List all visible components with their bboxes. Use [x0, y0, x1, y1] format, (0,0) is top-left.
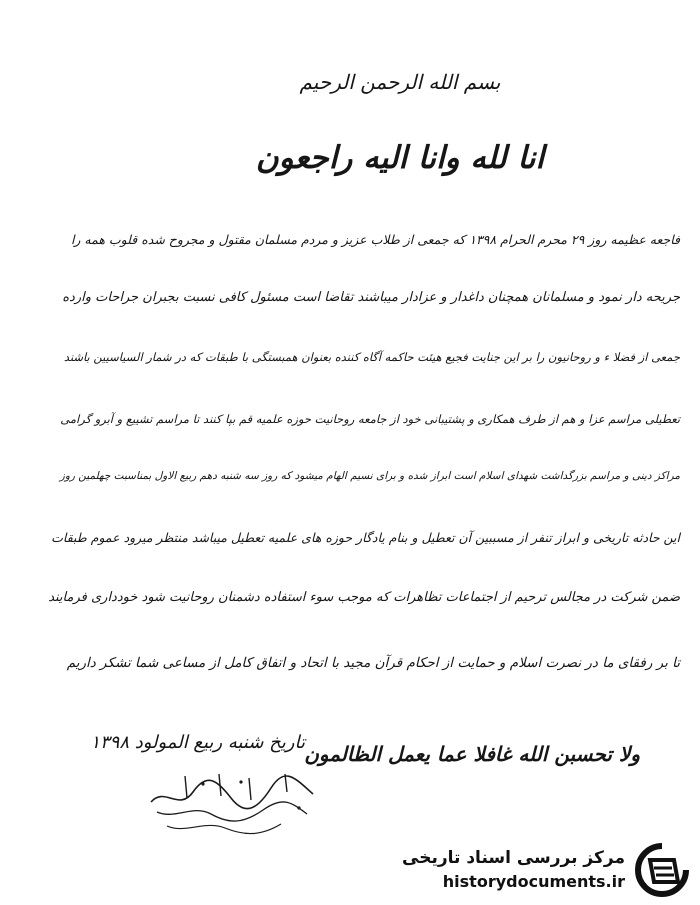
body-line-7: ضمن شرکت در مجالس ترحیم از اجتماعات تظاهرات که موجب سوء استفاده دشمنان روحانیت شود خودداری فرمایند: [48, 590, 680, 605]
footer-watermark: [402, 840, 700, 900]
footer-org-name: مرکز بررسی اسناد تاریخی: [402, 848, 625, 868]
archive-logo-icon: [634, 842, 690, 898]
body-line-2: جریحه دار نمود و مسلمانان همچنان داغدار و عزادار میباشند تقاضا است مسئول کافی نسبت بجبران جراحات وارده: [62, 290, 680, 305]
body-line-4: تعطیلی مراسم عزا و هم از طرف همکاری و پشتیبانی خود از جامعه روحانیت حوزه علمیه قم بپا کنند تا مراسم تشییع و آبرو گرامی: [60, 412, 680, 426]
body-line-5: مراکز دینی و مراسم بزرگداشت شهدای اسلام است ابراز شده و برای نسیم الهام میشود که روز سه شنبه دهم ربیع الاول بمناسبت چهلمین روز: [59, 470, 680, 482]
date-line: تاریخ شنبه ربیع المولود ۱۳۹۸: [90, 732, 305, 753]
body-line-3: جمعی از فضلا ء و روحانیون را بر این جنایت فجیع هیئت حاکمه آگاه کننده بعنوان همبستگی با طبقات که در شمار السیاسیین باشند: [63, 350, 680, 364]
body-line-6: این حادثه تاریخی و ابراز تنفر از مسببین آن تعطیل و بنام یادگار حوزه های علمیه تعطیل میباشد منتظر میرود عموم طبقات: [51, 530, 680, 545]
body-line-8: تا بر رفقای ما در نصرت اسلام و حمایت از احکام قرآن مجید با اتحاد و اتفاق کامل از مساعی شما تشکر داریم: [66, 655, 680, 671]
footer-url: historydocuments.ir: [442, 872, 625, 891]
document-heading: انا لله وانا الیه راجعون: [255, 140, 545, 176]
handwritten-signature: [145, 768, 320, 840]
closing-verse: ولا تحسبن الله غافلا عما یعمل الظالمون: [304, 742, 640, 766]
body-line-1: فاجعه عظیمه روز ۲۹ محرم الحرام ۱۳۹۸ که جمعی از طلاب عزیز و مردم مسلمان مقتول و مجروح شده قلوب همه را: [70, 232, 680, 247]
basmala: بسم الله الرحمن الرحیم: [299, 70, 501, 94]
